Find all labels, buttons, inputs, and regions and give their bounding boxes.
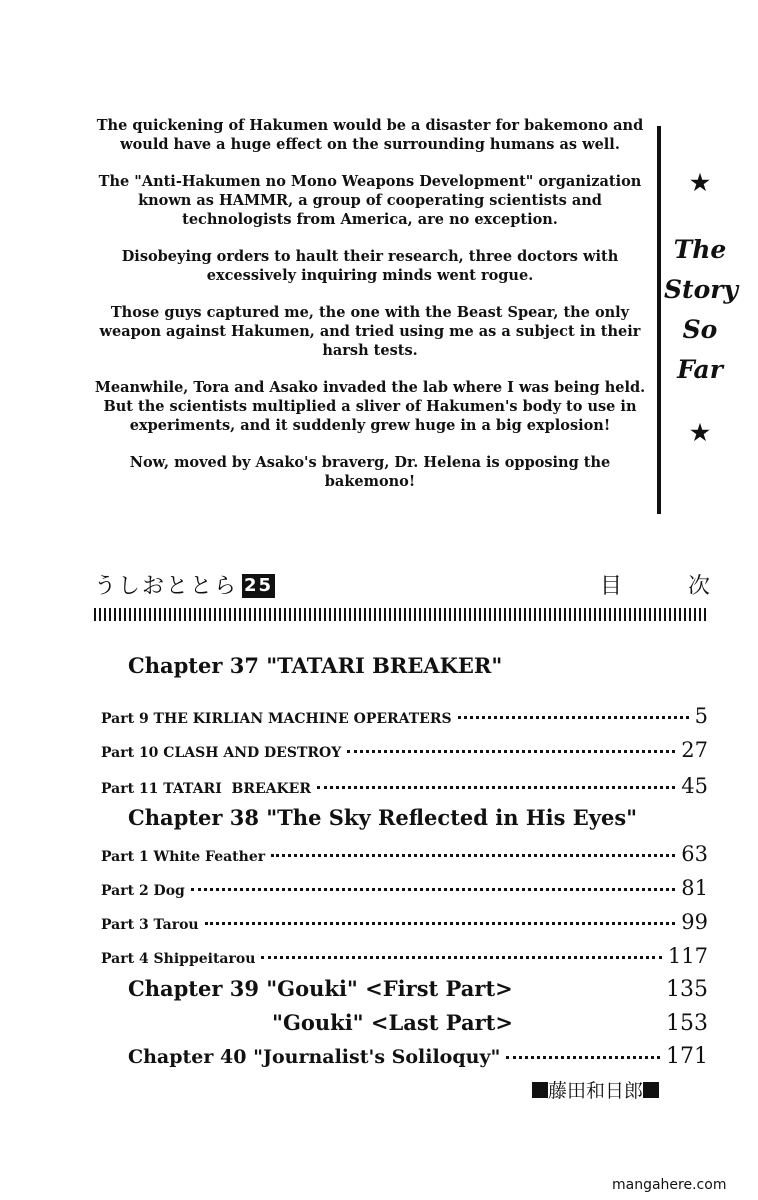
toc-row	[101, 704, 708, 728]
site-watermark: mangahere.com	[612, 1177, 727, 1193]
story-paragraph: The "Anti-Hakumen no Mono Weapons Development" organization known as HAMMR, a group of cooperating scientists and technologists from America, are no exception.	[98, 173, 642, 228]
leader-dots	[191, 888, 675, 891]
square-icon	[643, 1082, 659, 1098]
star-icon: ★	[690, 420, 710, 446]
story-paragraph: Now, moved by Asako's braverg, Dr. Helena is opposing the bakemono!	[129, 454, 611, 490]
toc-row	[101, 774, 708, 798]
contents-char: 目	[600, 574, 623, 599]
toc-row	[101, 738, 708, 762]
toc-row	[101, 944, 708, 968]
leader-dots	[458, 716, 689, 719]
leader-dots	[261, 956, 662, 959]
author-name: 藤田和日郎	[548, 1080, 644, 1102]
toc-page: 27	[681, 738, 708, 762]
author-credit	[532, 1078, 659, 1104]
star-icon: ★	[690, 170, 710, 196]
toc-label: Part 4 Shippeitarou	[101, 951, 256, 967]
toc-label: Chapter 39 "Gouki" <First Part>	[128, 976, 513, 1001]
toc-row	[128, 976, 708, 1002]
toc-label: Part 1 White Feather	[101, 849, 266, 865]
story-paragraph: The quickening of Hakumen would be a disaster for bakemono and would have a huge effect on the surrounding humans as well.	[96, 117, 644, 153]
story-paragraph: Disobeying orders to hault their research, three doctors with excessively inquiring minds went rogue.	[121, 248, 619, 284]
toc-label: Part 3 Tarou	[101, 917, 199, 933]
toc-page: 153	[666, 1011, 708, 1036]
toc-row	[101, 876, 708, 900]
leader-dots	[506, 1056, 660, 1059]
toc-page: 63	[681, 842, 708, 866]
toc-page: 171	[666, 1044, 708, 1069]
toc-label: Part 9 THE KIRLIAN MACHINE OPERATERS	[101, 711, 452, 727]
toc-label: Part 2 Dog	[101, 883, 185, 899]
heading-word: Story	[664, 275, 738, 304]
toc-page: 45	[681, 774, 708, 798]
leader-dots	[205, 922, 676, 925]
toc-row	[101, 910, 708, 934]
toc-label: Chapter 40 "Journalist's Soliloquy"	[128, 1046, 501, 1068]
leader-dots	[271, 854, 675, 857]
toc-page: 135	[666, 977, 708, 1002]
toc-label: Part 10 CLASH AND DESTROY	[101, 745, 342, 761]
square-icon	[532, 1082, 548, 1098]
leader-dots	[347, 750, 675, 753]
heading-word: So	[682, 315, 718, 344]
toc-page: 117	[667, 944, 708, 968]
story-paragraph: Meanwhile, Tora and Asako invaded the lab where I was being held. But the scientists multiplied a sliver of Hakumen's body to use in experiments, and it suddenly grew huge in a big explosion!	[94, 379, 646, 434]
chapter-heading: Chapter 37 "TATARI BREAKER"	[128, 653, 503, 678]
toc-page: 99	[681, 910, 708, 934]
toc-row	[272, 1010, 708, 1036]
series-title-text: うしおととら	[94, 574, 239, 599]
contents-char: 次	[687, 574, 710, 599]
toc-label: "Gouki" <Last Part>	[272, 1010, 513, 1035]
chapter-heading: Chapter 38 "The Sky Reflected in His Eyes"	[128, 805, 638, 830]
leader-dots	[317, 786, 675, 789]
heading-word: The	[673, 235, 727, 264]
story-paragraph: Those guys captured me, the one with the Beast Spear, the only weapon against Hakumen, and tried using me as a subject in their harsh tests.	[99, 304, 641, 359]
toc-label: Part 11 TATARI BREAKER	[101, 781, 311, 797]
toc-page: 5	[694, 704, 708, 728]
toc-page: 81	[681, 876, 708, 900]
toc-row	[128, 1044, 708, 1069]
volume-badge: 25	[244, 575, 274, 596]
toc-row	[101, 842, 708, 866]
heading-word: Far	[677, 355, 723, 384]
